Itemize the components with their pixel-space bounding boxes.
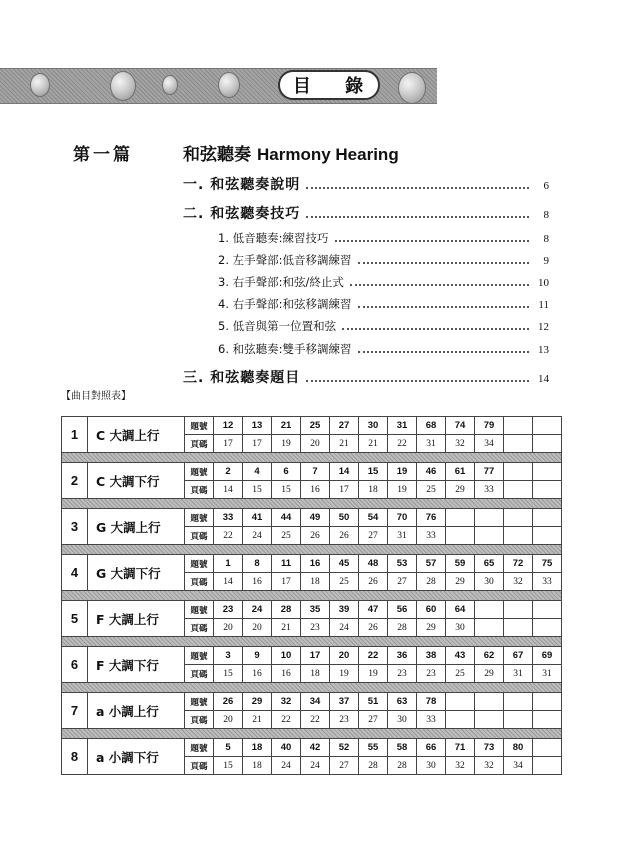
question-number-cell	[475, 601, 504, 619]
row-label-page: 頁碼	[185, 527, 214, 545]
page-number-cell: 33	[533, 573, 562, 591]
question-number-cell: 14	[330, 463, 359, 481]
page-number-cell: 32	[446, 435, 475, 453]
question-number-cell: 37	[330, 693, 359, 711]
separator-bar	[62, 545, 562, 555]
page-number-cell: 18	[301, 573, 330, 591]
toc-entry-label: 2. 左手聲部:低音移調練習	[218, 253, 352, 267]
page-number-cell: 15	[243, 481, 272, 499]
question-number-cell: 44	[272, 509, 301, 527]
question-number-cell: 45	[330, 555, 359, 573]
question-number-cell: 10	[272, 647, 301, 665]
row-label-question: 題號	[185, 647, 214, 665]
question-number-cell: 41	[243, 509, 272, 527]
page-number-cell: 17	[214, 435, 243, 453]
question-number-cell: 30	[359, 417, 388, 435]
group-separator	[62, 683, 562, 693]
toc-entry[interactable]	[218, 296, 549, 312]
group-number: 8	[62, 739, 88, 775]
page-number-cell: 22	[301, 711, 330, 729]
table-caption: 【曲目對照表】	[61, 391, 131, 402]
page-number-cell: 15	[214, 757, 243, 775]
question-number-cell	[475, 509, 504, 527]
question-number-cell	[504, 693, 533, 711]
page-number-cell	[504, 527, 533, 545]
question-number-cell: 2	[214, 463, 243, 481]
page-number-cell: 23	[301, 619, 330, 637]
question-number-cell: 21	[272, 417, 301, 435]
question-number-cell: 11	[272, 555, 301, 573]
row-label-question: 題號	[185, 555, 214, 573]
page-number-cell: 27	[359, 711, 388, 729]
page-number-cell: 30	[446, 619, 475, 637]
question-number-cell: 32	[272, 693, 301, 711]
bubble-decoration	[110, 71, 136, 101]
toc-entry-label: 3. 右手聲部:和弦/終止式	[218, 275, 344, 289]
row-label-question: 題號	[185, 739, 214, 757]
page-number-cell: 30	[417, 757, 446, 775]
page-number-cell: 26	[330, 527, 359, 545]
leader-dots	[306, 216, 529, 218]
question-number-cell: 9	[243, 647, 272, 665]
toc-entry[interactable]	[218, 230, 549, 246]
bubble-decoration	[162, 75, 178, 95]
page-number-cell: 18	[359, 481, 388, 499]
bubble-decoration	[30, 73, 50, 97]
page-number-cell: 21	[243, 711, 272, 729]
question-number-cell: 66	[417, 739, 446, 757]
group-number: 5	[62, 601, 88, 637]
page-number-cell: 28	[388, 619, 417, 637]
question-number-cell: 40	[272, 739, 301, 757]
leader-dots	[358, 351, 529, 353]
toc-entry[interactable]	[218, 318, 549, 334]
toc-entry-label: 6. 和弦聽奏:雙手移調練習	[218, 342, 352, 356]
question-number-cell: 27	[330, 417, 359, 435]
page-number-cell: 31	[504, 665, 533, 683]
page-number-cell	[446, 711, 475, 729]
part-title-zh: 和弦聽奏	[183, 145, 251, 165]
question-number-cell: 67	[504, 647, 533, 665]
question-number-cell: 19	[388, 463, 417, 481]
question-number-cell: 39	[330, 601, 359, 619]
question-number-cell: 78	[417, 693, 446, 711]
leader-dots	[358, 262, 529, 264]
question-number-cell: 80	[504, 739, 533, 757]
page-number-cell	[533, 711, 562, 729]
leader-dots	[342, 328, 529, 330]
group-separator	[62, 453, 562, 463]
question-number-cell: 64	[446, 601, 475, 619]
page-number-cell: 16	[243, 665, 272, 683]
page-number-cell: 16	[272, 665, 301, 683]
group-separator	[62, 729, 562, 739]
page-number-cell: 23	[417, 665, 446, 683]
page-number-cell	[504, 619, 533, 637]
question-number-cell: 22	[359, 647, 388, 665]
page-number-cell: 27	[359, 527, 388, 545]
group-key: G 大調上行	[88, 509, 185, 545]
row-label-question: 題號	[185, 601, 214, 619]
row-label-page: 頁碼	[185, 757, 214, 775]
question-number-cell: 31	[388, 417, 417, 435]
toc-entry-label: 4. 右手聲部:和弦移調練習	[218, 297, 352, 311]
question-number-cell: 74	[446, 417, 475, 435]
toc-entry-page: 10	[538, 277, 549, 289]
row-label-question: 題號	[185, 417, 214, 435]
question-number-cell: 77	[475, 463, 504, 481]
question-number-cell: 46	[417, 463, 446, 481]
page-number-cell: 31	[533, 665, 562, 683]
question-number-cell: 48	[359, 555, 388, 573]
question-number-cell: 4	[243, 463, 272, 481]
group-number: 1	[62, 417, 88, 453]
page-number-cell	[504, 435, 533, 453]
question-number-cell: 65	[475, 555, 504, 573]
question-number-cell: 20	[330, 647, 359, 665]
page-number-cell: 20	[301, 435, 330, 453]
question-number-cell	[446, 693, 475, 711]
page-number-cell	[533, 435, 562, 453]
page-number-cell: 17	[243, 435, 272, 453]
group-key: C 大調上行	[88, 417, 185, 453]
question-number-cell: 25	[301, 417, 330, 435]
table-row	[62, 463, 562, 481]
toc-entry-label: 5. 低音與第一位置和弦	[218, 319, 337, 333]
song-reference-table	[61, 416, 562, 775]
question-number-cell: 52	[330, 739, 359, 757]
part-label: 第一篇	[73, 145, 133, 165]
page-number-cell: 33	[475, 481, 504, 499]
page-number-cell	[504, 711, 533, 729]
page-number-cell: 15	[214, 665, 243, 683]
page-number-cell: 24	[272, 757, 301, 775]
separator-bar	[62, 591, 562, 601]
group-separator	[62, 591, 562, 601]
page-number-cell: 18	[301, 665, 330, 683]
page-number-cell	[475, 619, 504, 637]
part-title	[183, 140, 399, 165]
row-label-page: 頁碼	[185, 435, 214, 453]
group-key: C 大調下行	[88, 463, 185, 499]
page-number-cell: 16	[301, 481, 330, 499]
group-key: F 大調上行	[88, 601, 185, 637]
page-number-cell: 26	[359, 619, 388, 637]
page-number-cell: 20	[214, 619, 243, 637]
page-number-cell: 34	[475, 435, 504, 453]
question-number-cell: 16	[301, 555, 330, 573]
toc-entry-page: 8	[543, 233, 549, 245]
question-number-cell: 17	[301, 647, 330, 665]
separator-bar	[62, 729, 562, 739]
row-label-question: 題號	[185, 693, 214, 711]
question-number-cell: 23	[214, 601, 243, 619]
row-label-page: 頁碼	[185, 665, 214, 683]
leader-dots	[350, 284, 529, 286]
table-row	[62, 601, 562, 619]
table-row	[62, 647, 562, 665]
part-title-en: Harmony Hearing	[257, 145, 399, 164]
question-number-cell: 3	[214, 647, 243, 665]
question-number-cell: 29	[243, 693, 272, 711]
leader-dots	[358, 306, 529, 308]
page-number-cell: 20	[243, 619, 272, 637]
page-number-cell	[504, 481, 533, 499]
question-number-cell: 8	[243, 555, 272, 573]
page-number-cell: 17	[272, 573, 301, 591]
question-number-cell: 60	[417, 601, 446, 619]
page-number-cell: 32	[446, 757, 475, 775]
page-number-cell: 31	[388, 527, 417, 545]
leader-dots	[306, 187, 529, 189]
toc-entry-label: 1. 低音聽奏:練習技巧	[218, 231, 329, 245]
separator-bar	[62, 683, 562, 693]
row-label-question: 題號	[185, 509, 214, 527]
question-number-cell: 34	[301, 693, 330, 711]
question-number-cell: 47	[359, 601, 388, 619]
question-number-cell: 1	[214, 555, 243, 573]
question-number-cell: 42	[301, 739, 330, 757]
page-number-cell: 29	[475, 665, 504, 683]
page-number-cell: 21	[359, 435, 388, 453]
group-key: a 小調下行	[88, 739, 185, 775]
page-number-cell: 26	[301, 527, 330, 545]
question-number-cell	[533, 739, 562, 757]
page-number-cell: 29	[417, 619, 446, 637]
page-number-cell: 28	[359, 757, 388, 775]
page-number-cell	[475, 711, 504, 729]
question-number-cell: 51	[359, 693, 388, 711]
question-number-cell: 63	[388, 693, 417, 711]
question-number-cell: 50	[330, 509, 359, 527]
bubble-decoration	[398, 72, 426, 104]
row-label-page: 頁碼	[185, 711, 214, 729]
question-number-cell: 58	[388, 739, 417, 757]
toc-entry-label: 三. 和弦聽奏題目	[183, 370, 301, 386]
page-number-cell: 22	[388, 435, 417, 453]
page-number-cell: 25	[417, 481, 446, 499]
question-number-cell: 56	[388, 601, 417, 619]
question-number-cell	[504, 509, 533, 527]
row-label-page: 頁碼	[185, 481, 214, 499]
question-number-cell: 33	[214, 509, 243, 527]
page-number-cell: 31	[417, 435, 446, 453]
question-number-cell: 53	[388, 555, 417, 573]
page-number-cell: 27	[330, 757, 359, 775]
leader-dots	[335, 240, 529, 242]
question-number-cell: 18	[243, 739, 272, 757]
separator-bar	[62, 499, 562, 509]
row-label-question: 題號	[185, 463, 214, 481]
question-number-cell	[533, 601, 562, 619]
toc-entry-label: 二. 和弦聽奏技巧	[183, 206, 301, 222]
question-number-cell: 68	[417, 417, 446, 435]
toc-entry[interactable]	[183, 367, 549, 387]
question-number-cell	[533, 417, 562, 435]
page-number-cell: 23	[388, 665, 417, 683]
page-number-cell: 14	[214, 481, 243, 499]
table-row	[62, 739, 562, 757]
question-number-cell: 55	[359, 739, 388, 757]
toc-entry-label: 一. 和弦聽奏說明	[183, 177, 301, 193]
page-number-cell	[533, 527, 562, 545]
toc-entry-page: 11	[538, 299, 549, 311]
question-number-cell: 26	[214, 693, 243, 711]
group-key: G 大調下行	[88, 555, 185, 591]
question-number-cell: 69	[533, 647, 562, 665]
group-separator	[62, 545, 562, 555]
question-number-cell: 13	[243, 417, 272, 435]
toc-entry-page: 13	[538, 344, 549, 356]
question-number-cell: 6	[272, 463, 301, 481]
table-row	[62, 555, 562, 573]
question-number-cell	[533, 509, 562, 527]
page-number-cell: 21	[330, 435, 359, 453]
page-number-cell: 32	[504, 573, 533, 591]
page-number-cell: 17	[330, 481, 359, 499]
page-number-cell: 20	[214, 711, 243, 729]
question-number-cell: 71	[446, 739, 475, 757]
toc-entry-page: 14	[538, 373, 549, 385]
question-number-cell: 24	[243, 601, 272, 619]
page-number-cell: 15	[272, 481, 301, 499]
page-number-cell: 25	[272, 527, 301, 545]
page-number-cell: 24	[330, 619, 359, 637]
group-number: 2	[62, 463, 88, 499]
table-row	[62, 693, 562, 711]
question-number-cell: 76	[417, 509, 446, 527]
page-number-cell: 24	[301, 757, 330, 775]
page-number-cell: 23	[330, 711, 359, 729]
row-label-page: 頁碼	[185, 619, 214, 637]
question-number-cell: 54	[359, 509, 388, 527]
group-key: F 大調下行	[88, 647, 185, 683]
toc-entry-page: 8	[543, 209, 549, 221]
page-number-cell: 24	[243, 527, 272, 545]
page-number-cell: 19	[388, 481, 417, 499]
toc-entry-page: 9	[543, 255, 549, 267]
page-number-cell: 16	[243, 573, 272, 591]
page-number-cell: 30	[475, 573, 504, 591]
question-number-cell	[533, 463, 562, 481]
page-number-cell	[533, 619, 562, 637]
question-number-cell	[504, 463, 533, 481]
page-number-cell: 22	[214, 527, 243, 545]
page-number-cell: 29	[446, 481, 475, 499]
page-number-cell: 18	[243, 757, 272, 775]
row-label-page: 頁碼	[185, 573, 214, 591]
question-number-cell: 15	[359, 463, 388, 481]
page-number-cell: 19	[272, 435, 301, 453]
separator-bar	[62, 453, 562, 463]
page-number-cell: 14	[214, 573, 243, 591]
page-number-cell: 33	[417, 527, 446, 545]
question-number-cell: 73	[475, 739, 504, 757]
page-number-cell: 32	[475, 757, 504, 775]
page-number-cell: 25	[446, 665, 475, 683]
toc-entry[interactable]	[218, 274, 549, 290]
group-key: a 小調上行	[88, 693, 185, 729]
toc-entry[interactable]	[183, 174, 549, 194]
page-number-cell: 22	[272, 711, 301, 729]
question-number-cell: 35	[301, 601, 330, 619]
question-number-cell	[446, 509, 475, 527]
question-number-cell: 28	[272, 601, 301, 619]
page-number-cell: 19	[359, 665, 388, 683]
page-number-cell: 28	[388, 757, 417, 775]
question-number-cell	[504, 601, 533, 619]
question-number-cell: 38	[417, 647, 446, 665]
bubble-decoration	[218, 72, 240, 98]
toc-entry-page: 6	[543, 180, 549, 192]
page-number-cell: 29	[446, 573, 475, 591]
page-number-cell	[533, 481, 562, 499]
question-number-cell: 70	[388, 509, 417, 527]
group-separator	[62, 499, 562, 509]
question-number-cell: 59	[446, 555, 475, 573]
page-number-cell: 27	[388, 573, 417, 591]
question-number-cell: 75	[533, 555, 562, 573]
question-number-cell: 12	[214, 417, 243, 435]
page-number-cell: 25	[330, 573, 359, 591]
group-number: 3	[62, 509, 88, 545]
page-number-cell: 30	[388, 711, 417, 729]
question-number-cell	[504, 417, 533, 435]
page-number-cell: 26	[359, 573, 388, 591]
page-number-cell: 33	[417, 711, 446, 729]
table-row	[62, 417, 562, 435]
group-number: 7	[62, 693, 88, 729]
group-number: 6	[62, 647, 88, 683]
group-separator	[62, 637, 562, 647]
separator-bar	[62, 637, 562, 647]
toc-entry[interactable]	[218, 341, 549, 357]
question-number-cell: 7	[301, 463, 330, 481]
question-number-cell: 43	[446, 647, 475, 665]
page-number-cell	[533, 757, 562, 775]
toc-entry[interactable]	[183, 203, 549, 223]
question-number-cell	[475, 693, 504, 711]
page-title: 目 錄	[278, 70, 380, 100]
question-number-cell: 57	[417, 555, 446, 573]
question-number-cell: 72	[504, 555, 533, 573]
page-number-cell: 21	[272, 619, 301, 637]
question-number-cell: 61	[446, 463, 475, 481]
question-number-cell: 62	[475, 647, 504, 665]
question-number-cell: 5	[214, 739, 243, 757]
page-number-cell: 34	[504, 757, 533, 775]
page-number-cell	[475, 527, 504, 545]
page-number-cell: 28	[417, 573, 446, 591]
page-number-cell: 19	[330, 665, 359, 683]
toc-entry-page: 12	[538, 321, 549, 333]
page-number-cell	[446, 527, 475, 545]
question-number-cell	[533, 693, 562, 711]
table-row	[62, 509, 562, 527]
group-number: 4	[62, 555, 88, 591]
leader-dots	[306, 380, 529, 382]
question-number-cell: 49	[301, 509, 330, 527]
toc-entry[interactable]	[218, 252, 549, 268]
question-number-cell: 36	[388, 647, 417, 665]
question-number-cell: 79	[475, 417, 504, 435]
